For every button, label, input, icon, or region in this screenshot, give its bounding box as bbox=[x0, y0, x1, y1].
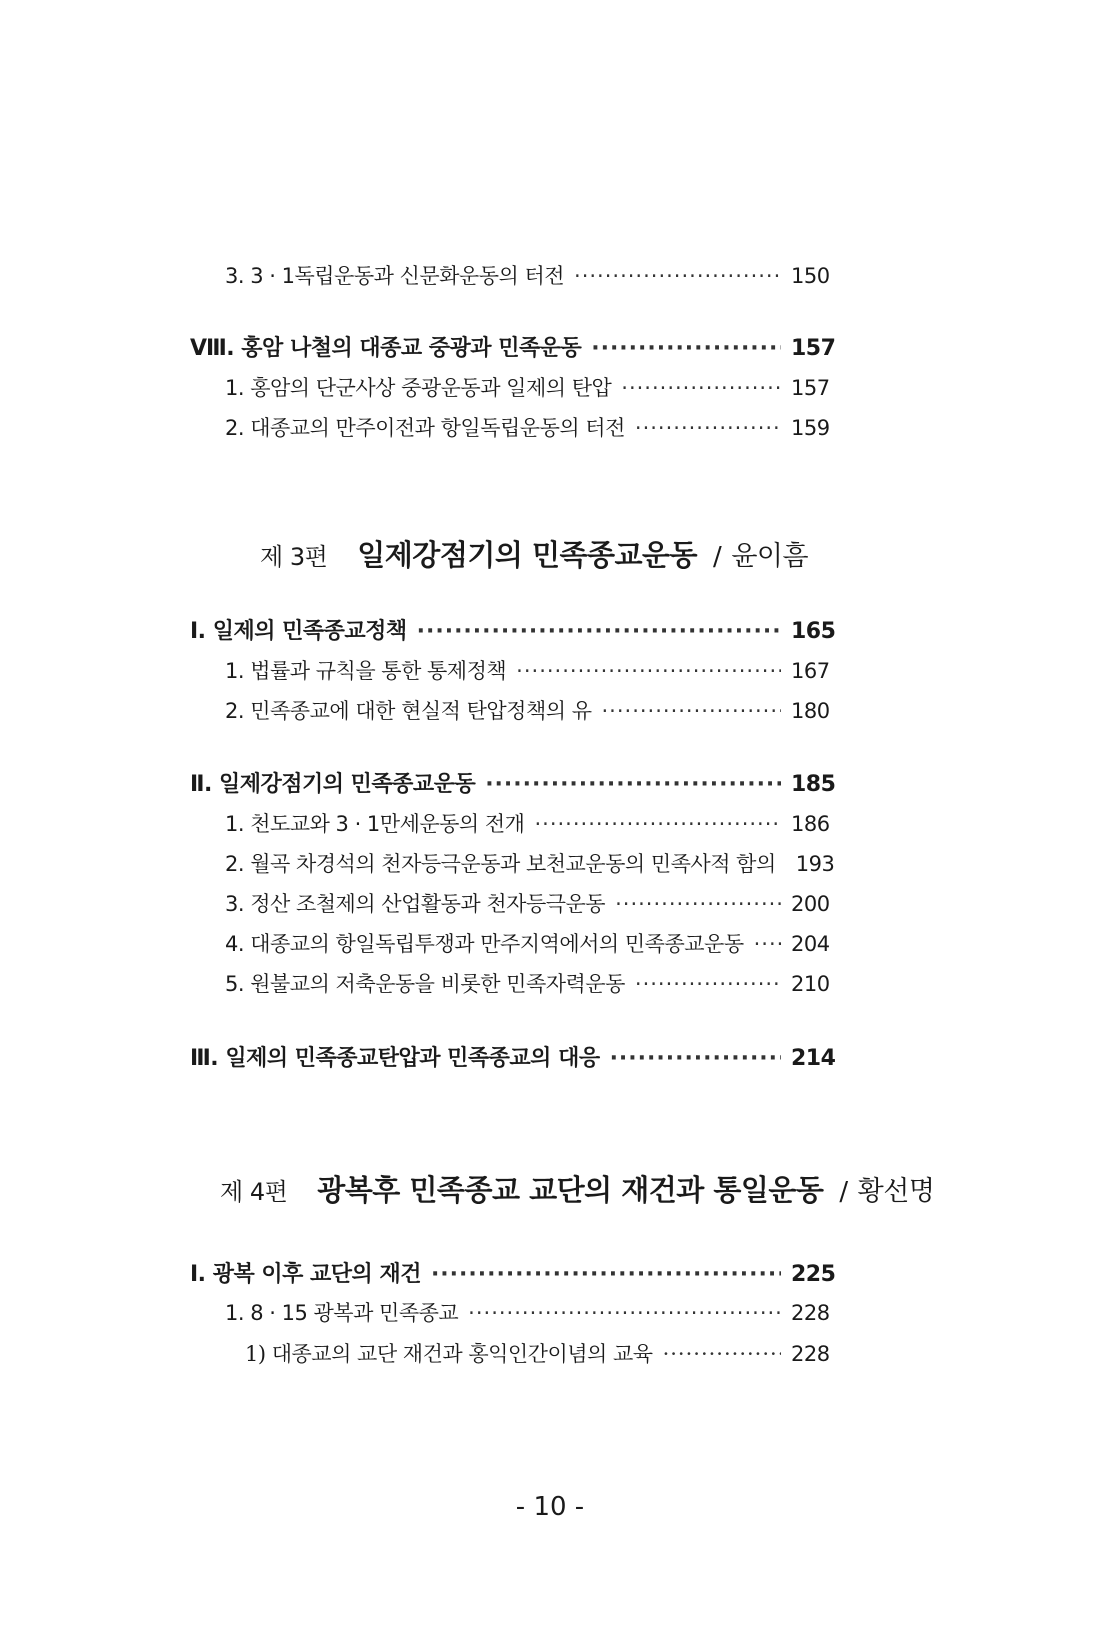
page-number: - 10 - bbox=[515, 1492, 585, 1522]
toc-subentry bbox=[245, 1338, 835, 1368]
part-title: 일제강점기의 민족종교운동 bbox=[357, 538, 698, 572]
toc-entry-title: 1. 홍암의 단군사상 중광운동과 일제의 탄압 bbox=[225, 376, 612, 400]
toc-entry-page: 210 bbox=[791, 972, 830, 996]
part-heading bbox=[220, 1168, 934, 1209]
toc-entry-page: 159 bbox=[791, 416, 830, 440]
toc-entry-page: 228 bbox=[791, 1301, 830, 1325]
part-separator: / bbox=[839, 1177, 848, 1207]
toc-entry bbox=[225, 888, 835, 918]
part-number: 제 3편 bbox=[260, 543, 328, 571]
toc-entry bbox=[225, 260, 835, 290]
toc-entry-page: 200 bbox=[791, 892, 830, 916]
toc-section-title: Ⅱ. 일제강점기의 민족종교운동 bbox=[190, 772, 476, 797]
toc-entry-title: 2. 대종교의 만주이전과 항일독립운동의 터전 bbox=[225, 416, 625, 440]
toc-section-page: 157 bbox=[791, 336, 836, 361]
part-heading bbox=[260, 533, 808, 574]
toc-entry bbox=[225, 695, 835, 725]
toc-entry-title: 3. 정산 조철제의 산업활동과 천자등극운동 bbox=[225, 892, 606, 916]
toc-section bbox=[190, 1041, 835, 1072]
dot-leader bbox=[635, 972, 781, 996]
dot-leader bbox=[516, 659, 781, 683]
toc-entry bbox=[225, 372, 835, 402]
toc-entry-title: 5. 원불교의 저축운동을 비롯한 민족자력운동 bbox=[225, 972, 625, 996]
toc-entry-title: 4. 대종교의 항일독립투쟁과 만주지역에서의 민족종교운동 bbox=[225, 932, 744, 956]
part-number: 제 4편 bbox=[220, 1178, 288, 1206]
dot-leader bbox=[574, 264, 781, 288]
toc-section bbox=[190, 1257, 835, 1288]
toc-section-title: Ⅰ. 광복 이후 교단의 재건 bbox=[190, 1262, 421, 1287]
part-author: 윤이흠 bbox=[731, 541, 809, 572]
toc-section-page: 165 bbox=[791, 619, 836, 644]
toc-entry-page: 180 bbox=[791, 699, 830, 723]
toc-entry-title: 2. 민족종교에 대한 현실적 탄압정책의 유 bbox=[225, 699, 592, 723]
toc-entry bbox=[225, 848, 835, 878]
toc-entry-page: 167 bbox=[791, 659, 830, 683]
dot-leader bbox=[635, 416, 781, 440]
toc-section-title: Ⅷ. 홍암 나철의 대종교 중광과 민족운동 bbox=[190, 336, 582, 361]
toc-section-title: Ⅰ. 일제의 민족종교정책 bbox=[190, 619, 407, 644]
dot-leader bbox=[417, 619, 781, 644]
dot-leader bbox=[754, 932, 781, 956]
toc-entry-title: 1. 법률과 규칙을 통한 통제정책 bbox=[225, 659, 507, 683]
toc-section-page: 185 bbox=[791, 772, 836, 797]
dot-leader bbox=[615, 892, 781, 916]
toc-subentry-page: 228 bbox=[791, 1342, 830, 1366]
toc-section bbox=[190, 331, 835, 362]
dot-leader bbox=[468, 1301, 781, 1325]
toc-entry-title: 2. 월곡 차경석의 천자등극운동과 보천교운동의 민족사적 함의 bbox=[225, 852, 776, 876]
part-author: 황선명 bbox=[857, 1176, 935, 1207]
toc-entry bbox=[225, 655, 835, 685]
toc-entry bbox=[225, 928, 835, 958]
toc-entry-page: 193 bbox=[795, 852, 835, 876]
toc-entry-page: 186 bbox=[791, 812, 830, 836]
toc-section bbox=[190, 614, 835, 645]
toc-entry-title: 1. 천도교와 3 · 1만세운동의 전개 bbox=[225, 812, 525, 836]
dot-leader bbox=[485, 772, 781, 797]
dot-leader bbox=[621, 376, 781, 400]
toc-entry bbox=[225, 1297, 835, 1327]
toc-entry-title: 3. 3 · 1독립운동과 신문화운동의 터전 bbox=[225, 264, 565, 288]
dot-leader bbox=[591, 336, 781, 361]
dot-leader bbox=[610, 1046, 781, 1071]
toc-section-title: Ⅲ. 일제의 민족종교탄압과 민족종교의 대응 bbox=[190, 1046, 600, 1071]
toc-section bbox=[190, 767, 835, 798]
dot-leader bbox=[602, 699, 782, 723]
toc-entry-title: 1. 8 · 15 광복과 민족종교 bbox=[225, 1301, 459, 1325]
dot-leader bbox=[534, 812, 781, 836]
toc-entry bbox=[225, 968, 835, 998]
toc-entry-page: 157 bbox=[791, 376, 830, 400]
toc-entry bbox=[225, 808, 835, 838]
toc-subentry-title: 1) 대종교의 교단 재건과 홍익인간이념의 교육 bbox=[245, 1342, 653, 1366]
toc-entry-page: 204 bbox=[791, 932, 830, 956]
dot-leader bbox=[431, 1262, 781, 1287]
toc-entry-page: 150 bbox=[791, 264, 830, 288]
toc-entry bbox=[225, 412, 835, 442]
toc-section-page: 225 bbox=[791, 1262, 836, 1287]
dot-leader bbox=[663, 1342, 781, 1366]
part-title: 광복후 민족종교 교단의 재건과 통일운동 bbox=[317, 1173, 824, 1207]
part-separator: / bbox=[713, 542, 722, 572]
toc-section-page: 214 bbox=[791, 1046, 836, 1071]
